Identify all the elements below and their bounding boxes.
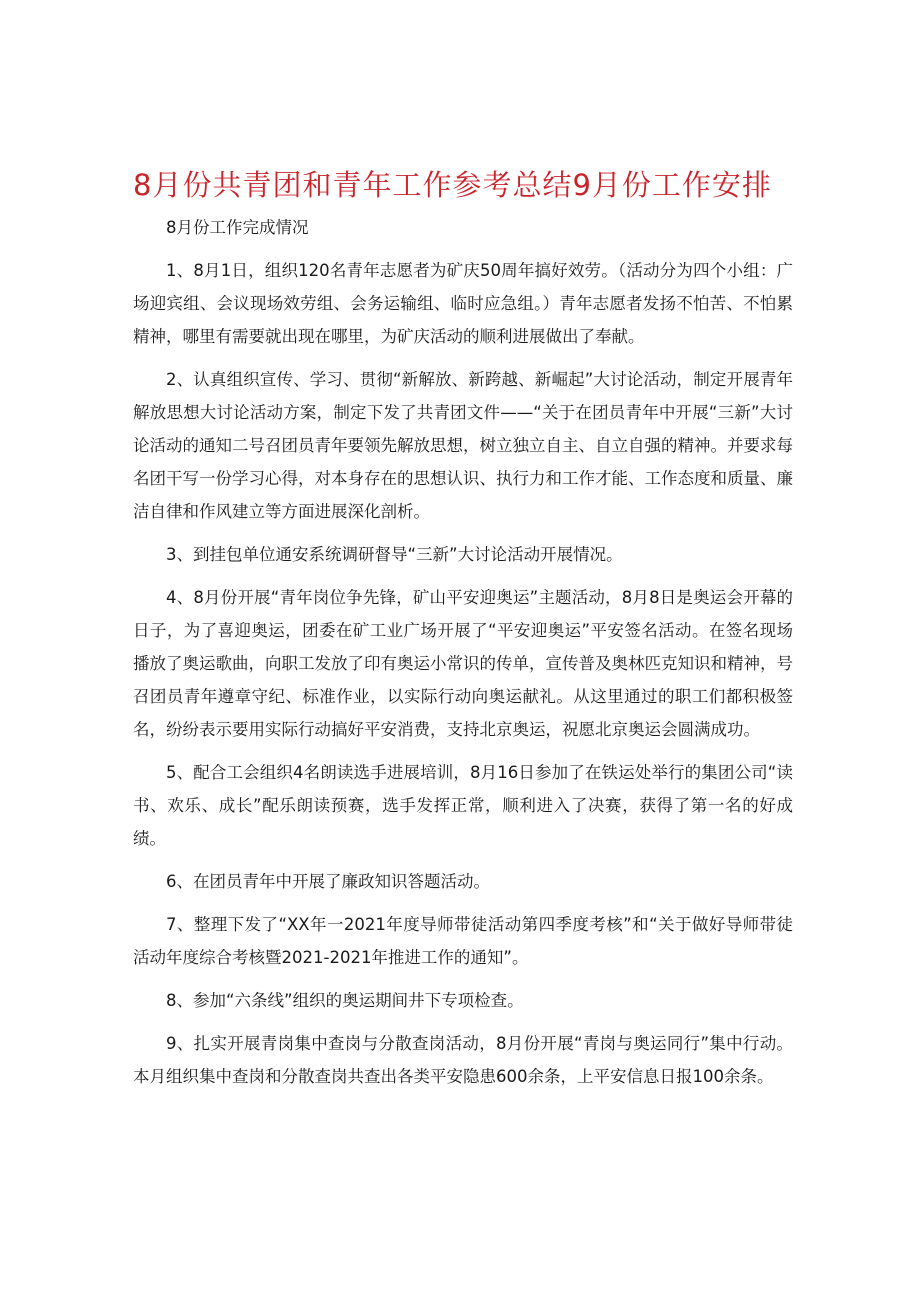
document-body	[133, 211, 793, 1103]
paragraph-2: 2、认真组织宣传、学习、贯彻“新解放、新跨越、新崛起”大讨论活动，制定开展青年解放思想大讨论活动方案，制定下发了共青团文件——“关于在团员青年中开展“三新”大讨论活动的通知二号召团员青年要领先解放思想，树立独立自主、自立自强的精神。并要求每名团干写一份学习心得，对本身存在的思想认识、执行力和工作才能、工作态度和质量、廉洁自律和作风建立等方面进展深化剖析。	[133, 370, 793, 521]
document-title: 8月份共青团和青年工作参考总结9月份工作安排	[133, 168, 772, 202]
section-heading: 8月份工作完成情况	[166, 218, 309, 237]
paragraph-5: 5、配合工会组织4名朗读选手进展培训，8月16日参加了在铁运处举行的集团公司“读书、欢乐、成长”配乐朗读预赛，选手发挥正常，顺利进入了决赛，获得了第一名的好成绩。	[133, 763, 793, 848]
paragraph-1: 1、8月1日，组织120名青年志愿者为矿庆50周年搞好效劳。（活动分为四个小组：广场迎宾组、会议现场效劳组、会务运输组、临时应急组。）青年志愿者发扬不怕苦、不怕累精神，哪里有需要就出现在哪里，为矿庆活动的顺利进展做出了奉献。	[133, 261, 793, 346]
paragraph-6: 6、在团员青年中开展了廉政知识答题活动。	[166, 872, 490, 891]
paragraph-8: 8、参加“六条线”组织的奥运期间井下专项检查。	[166, 991, 524, 1010]
paragraph-4: 4、8月份开展“青年岗位争先锋，矿山平安迎奥运”主题活动，8月8日是奥运会开幕的日子，为了喜迎奥运，团委在矿工业广场开展了“平安迎奥运”平安签名活动。在签名现场播放了奥运歌曲，向职工发放了印有奥运小常识的传单，宣传普及奥林匹克知识和精神，号召团员青年遵章守纪、标准作业，以实际行动向奥运献礼。从这里通过的职工们都积极签名，纷纷表示要用实际行动搞好平安消费，支持北京奥运，祝愿北京奥运会圆满成功。	[133, 588, 793, 739]
paragraph-9: 9、扎实开展青岗集中查岗与分散查岗活动，8月份开展“青岗与奥运同行”集中行动。本月组织集中查岗和分散查岗共查出各类平安隐患600余条，上平安信息日报100余条。	[133, 1034, 793, 1086]
paragraph-3: 3、到挂包单位通安系统调研督导“三新”大讨论活动开展情况。	[166, 545, 623, 564]
paragraph-7: 7、整理下发了“XX年一2021年度导师带徒活动第四季度考核”和“关于做好导师带徒活动年度综合考核暨2021-2021年推进工作的通知”。	[133, 915, 793, 967]
